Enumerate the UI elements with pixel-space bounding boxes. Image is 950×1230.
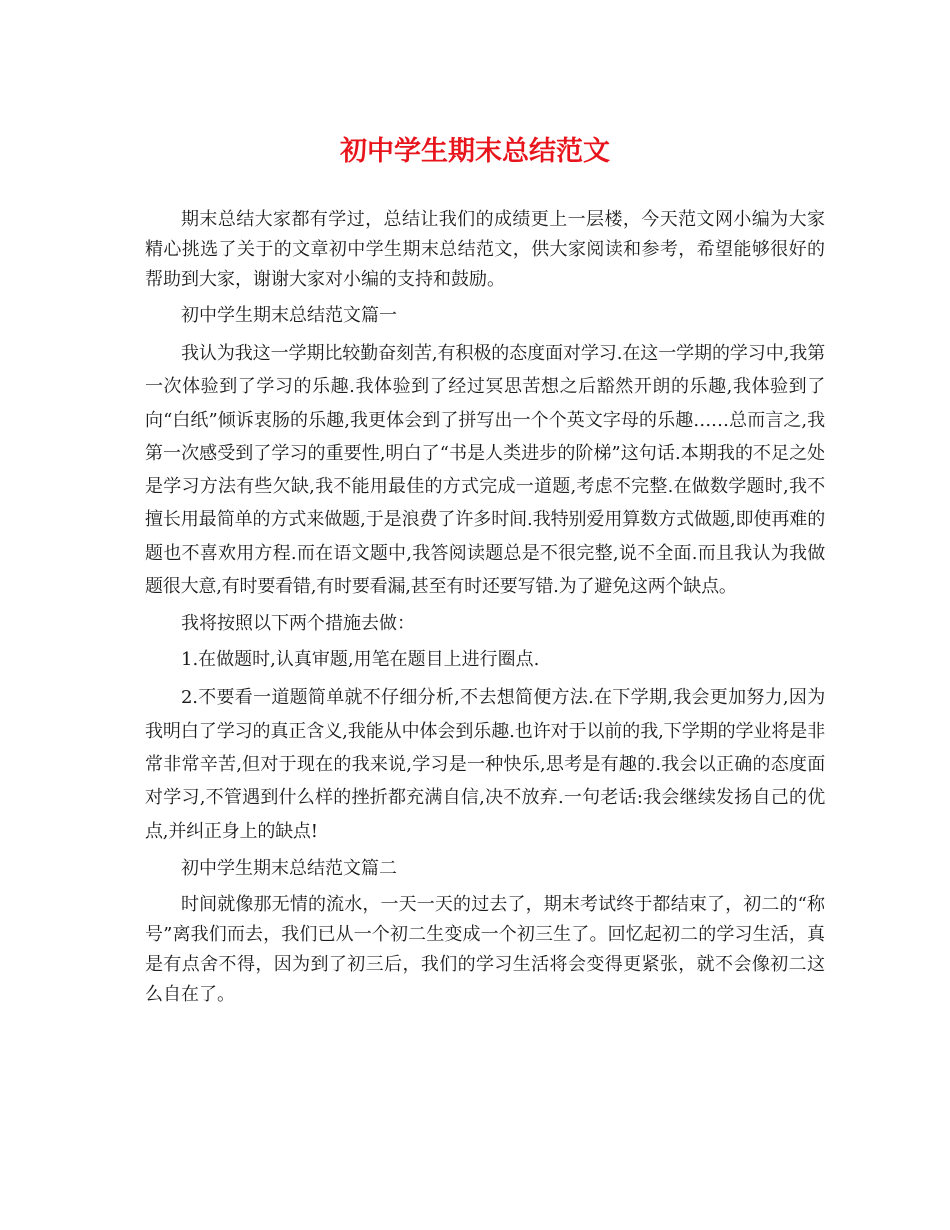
body-paragraph: 我将按照以下两个措施去做： [181,613,415,635]
section-heading-two: 初中学生期末总结范文篇二 [181,857,397,879]
body-paragraph: 时间就像那无情的流水，一天一天的过去了，期末考试终于都结束了，初二的“称号”离我们而去，我们已从一个初二生变成一个初三生了。回忆起初二的学习生活，真是有点舍不得，因为到了初三后，我们的学习生活将会变得更紧张，就不会像初二这么自在了。 [145,893,825,1005]
document-body [145,205,825,1016]
list-item: 1.在做题时,认真审题,用笔在题目上进行圈点. [181,649,540,671]
body-paragraph: 我认为我这一学期比较勤奋刻苦,有积极的态度面对学习.在这一学期的学习中,我第一次体验到了学习的乐趣.我体验到了经过冥思苦想之后豁然开朗的乐趣,我体验到了向“白纸”倾诉衷肠的乐趣,我更体会到了拼写出一个个英文字母的乐趣……总而言之,我第一次感受到了学习的重要性,明白了“书是人类进步的阶梯”这句话.本期我的不足之处是学习方法有些欠缺,我不能用最佳的方式完成一道题,考虑不完整.在做数学题时,我不擅长用最简单的方式来做题,于是浪费了许多时间.我特别爱用算数方式做题,即使再难的题也不喜欢用方程.而在语文题中,我答阅读题总是不很完整,说不全面.而且我认为我做题很大意,有时要看错,有时要看漏,甚至有时还要写错.为了避免这两个缺点。 [145,343,825,598]
document-title: 初中学生期末总结范文 [340,136,610,167]
intro-paragraph: 期末总结大家都有学过，总结让我们的成绩更上一层楼，今天范文网小编为大家精心挑选了关于的文章初中学生期末总结范文，供大家阅读和参考，希望能够很好的帮助到大家，谢谢大家对小编的支持和鼓励。 [145,209,825,290]
list-item: 2.不要看一道题简单就不仔细分析,不去想简便方法.在下学期,我会更加努力,因为我明白了学习的真正含义,我能从中体会到乐趣.也许对于以前的我,下学期的学业将是非常非常辛苦,但对于现在的我来说,学习是一种快乐,思考是有趣的.我会以正确的态度面对学习,不管遇到什么样的挫折都充满自信,决不放弃.一句老话:我会继续发扬自己的优点,并纠正身上的缺点! [145,687,825,842]
section-heading-one: 初中学生期末总结范文篇一 [181,305,397,326]
